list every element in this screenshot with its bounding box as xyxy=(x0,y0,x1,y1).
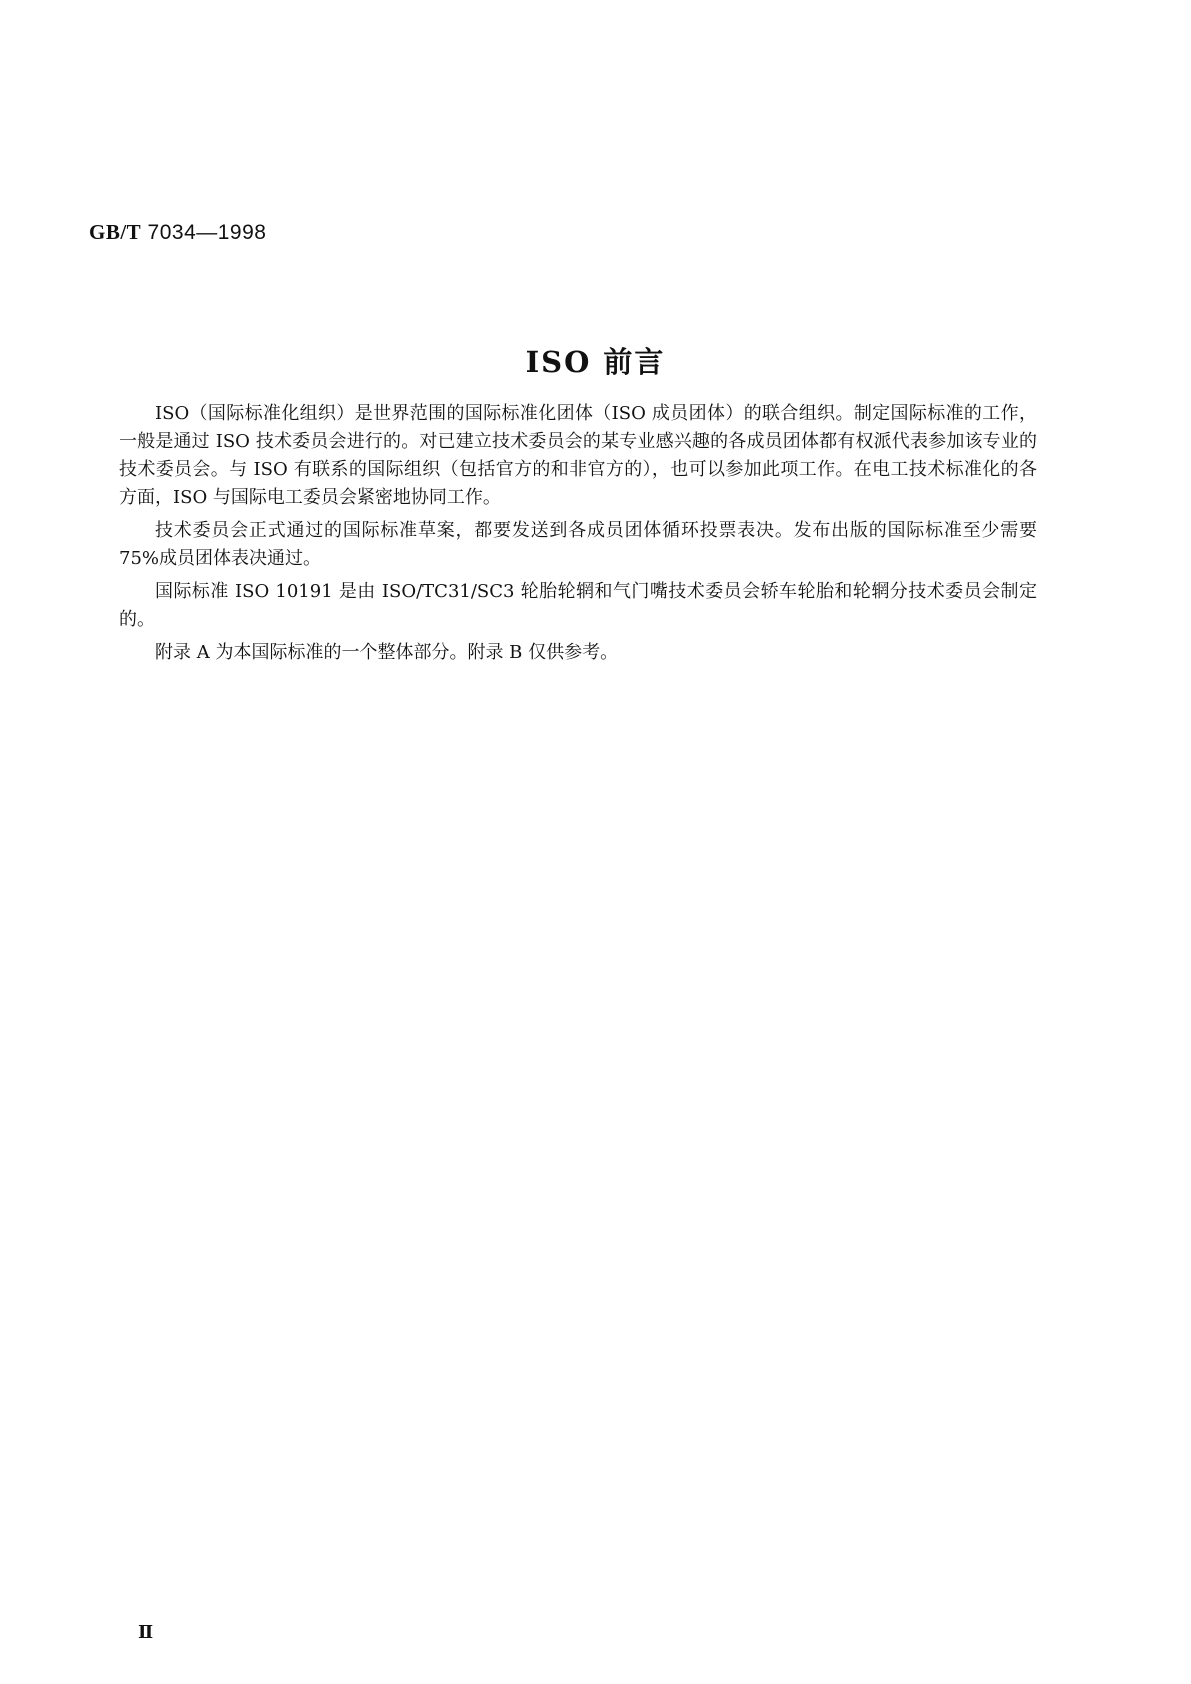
paragraph-iso-10191: 国际标准 ISO 10191 是由 ISO/TC31/SC3 轮胎轮辋和气门嘴技术委员会轿车轮胎和轮辋分技术委员会制定的。 xyxy=(119,581,1037,630)
standard-code xyxy=(89,220,266,245)
paragraph-annexes: 附录 A 为本国际标准的一个整体部分。附录 B 仅供参考。 xyxy=(155,642,619,663)
standard-prefix: GB/T xyxy=(89,220,142,244)
page-number: Ⅱ xyxy=(138,1622,154,1642)
paragraph-voting: 技术委员会正式通过的国际标准草案，都要发送到各成员团体循环投票表决。发布出版的国际标准至少需要 75%成员团体表决通过。 xyxy=(119,520,1037,569)
page-title: ISO 前言 xyxy=(525,345,666,379)
foreword-body xyxy=(119,400,1037,672)
standard-number: 7034—1998 xyxy=(147,221,267,244)
paragraph-iso-organization: ISO（国际标准化组织）是世界范围的国际标准化团体（ISO 成员团体）的联合组织。制定国际标准的工作，一般是通过 ISO 技术委员会进行的。对已建立技术委员会的某专业感兴趣的各成员团体都有权派代表参加该专业的技术委员会。与 ISO 有联系的国际组织（包括官方的和非官方的），也可以参加此项工作。在电工技术标准化的各方面，ISO 与国际电工委员会紧密地协同工作。 xyxy=(119,403,1037,508)
